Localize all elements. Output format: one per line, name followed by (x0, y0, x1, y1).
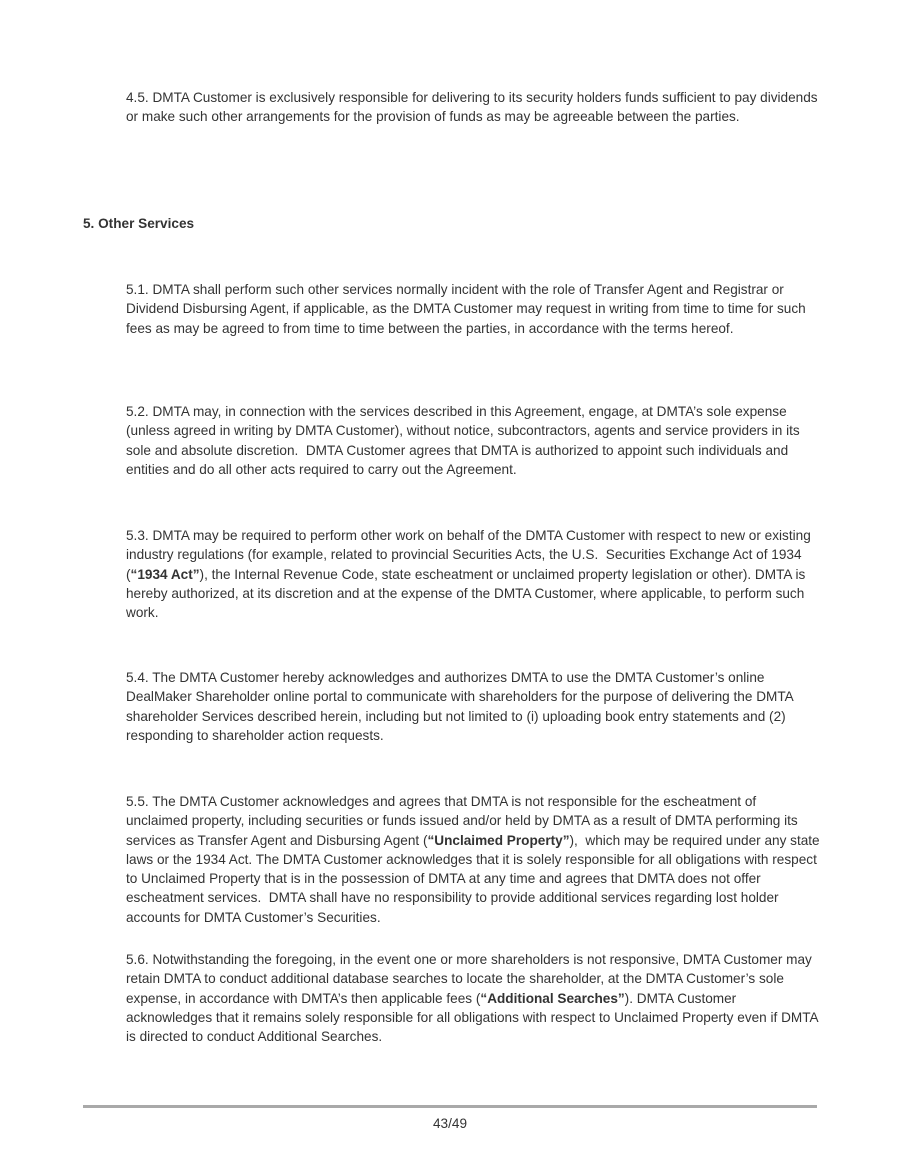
clause-5-1: 5.1. DMTA shall perform such other services normally incident with the role of Transfer Agent and Registrar or Dividend Disbursing Agent, if applicable, as the DMTA Customer may request in writing from time to time for such fees as may be agreed to from time to time between the parties, in accordance with the terms hereof. (126, 282, 810, 336)
clause-4-5: 4.5. DMTA Customer is exclusively responsible for delivering to its security holders funds sufficient to pay dividends or make such other arrangements for the provision of funds as may be agreeable between the parties. (126, 90, 822, 125)
page-number: 43/49 (432, 1116, 468, 1131)
footer-divider (83, 1105, 817, 1108)
clause-5-6: 5.6. Notwithstanding the foregoing, in the event one or more shareholders is not responsive, DMTA Customer may retain DMTA to conduct additional database searches to locate the shareholder, at the DMTA Customer’s sole expense, in accordance with DMTA’s then applicable fees (“Additional Searches”). DMTA Customer acknowledges that it remains solely responsible for all obligations with respect to Unclaimed Property even if DMTA is directed to conduct Additional Searches. (126, 952, 822, 1045)
clause-5-2: 5.2. DMTA may, in connection with the services described in this Agreement, engage, at DMTA’s sole expense (unless agreed in writing by DMTA Customer), without notice, subcontractors, agents and service providers in its sole and absolute discretion. DMTA Customer agrees that DMTA is authorized to appoint such individuals and entities and do all other acts required to carry out the Agreement. (126, 404, 804, 477)
clause-5-5: 5.5. The DMTA Customer acknowledges and agrees that DMTA is not responsible for the escheatment of unclaimed property, including securities or funds issued and/or held by DMTA as a result of DMTA performing its services as Transfer Agent and Disbursing Agent (“Unclaimed Property”), which may be required under any state laws or the 1934 Act. The DMTA Customer acknowledges that it is solely responsible for all obligations with respect to Unclaimed Property that is in the possession of DMTA at any time and agrees that DMTA does not offer escheatment services. DMTA shall have no responsibility to provide additional services regarding lost holder accounts for DMTA Customer’s Securities. (126, 794, 824, 925)
section-heading-other-services: 5. Other Services (83, 216, 195, 231)
clause-5-4: 5.4. The DMTA Customer hereby acknowledges and authorizes DMTA to use the DMTA Customer’s online DealMaker Shareholder online portal to communicate with shareholders for the purpose of delivering the DMTA shareholder Services described herein, including but not limited to (i) uploading book entry statements and (2) responding to shareholder action requests. (126, 670, 797, 743)
clause-5-3: 5.3. DMTA may be required to perform other work on behalf of the DMTA Customer with respect to new or existing industry regulations (for example, related to provincial Securities Acts, the U.S. Securities Exchange Act of 1934 (“1934 Act”), the Internal Revenue Code, state escheatment or unclaimed property legislation or other). DMTA is hereby authorized, at its discretion and at the expense of the DMTA Customer, where applicable, to perform such work. (126, 528, 815, 621)
